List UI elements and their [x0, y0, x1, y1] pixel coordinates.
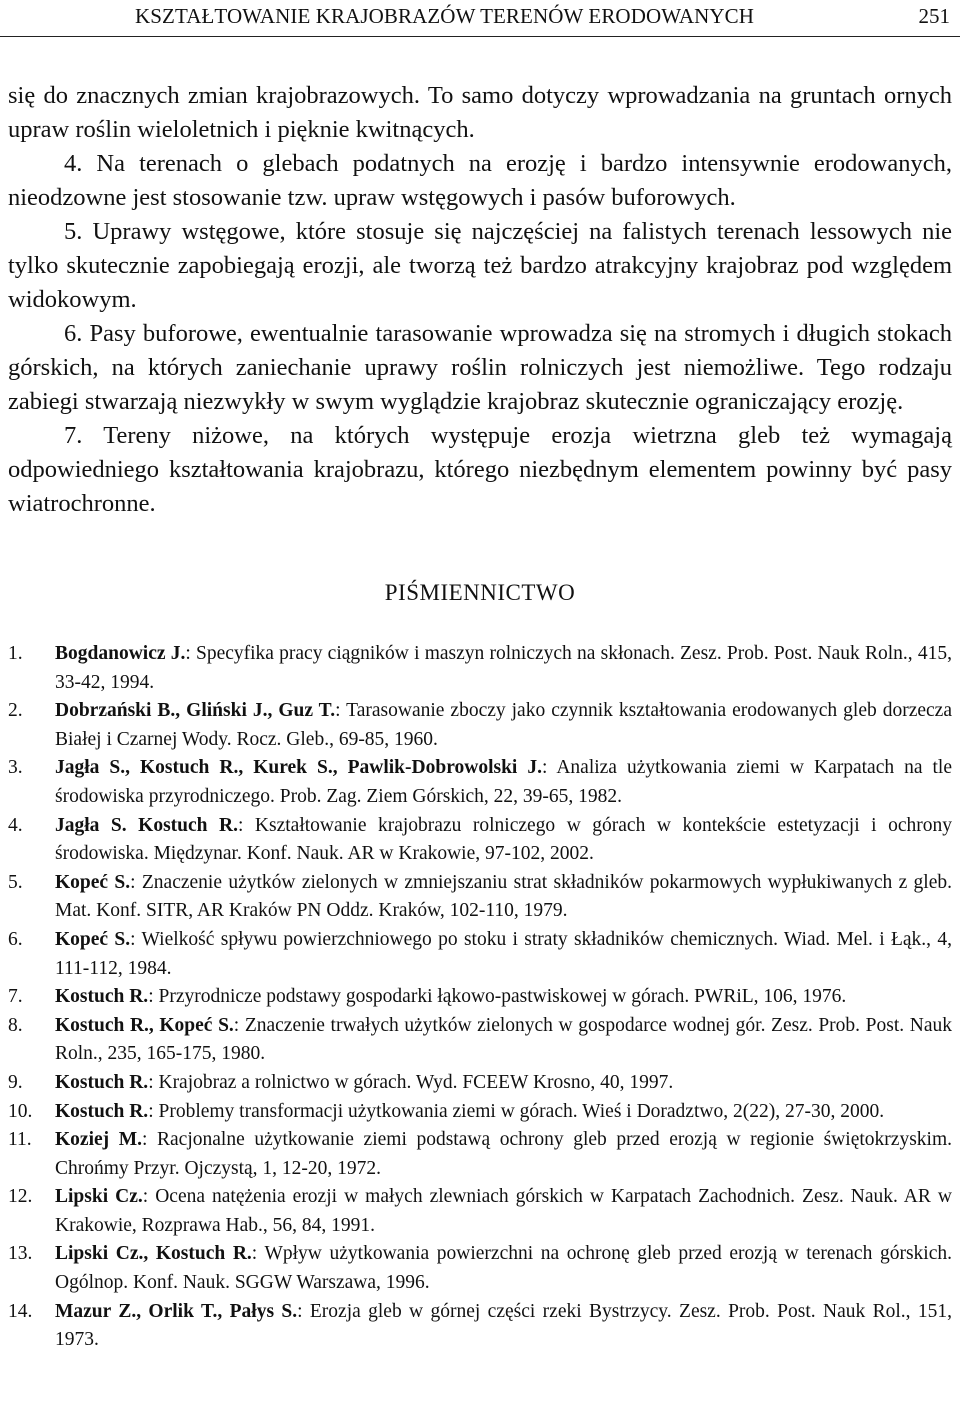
reference-item: [8, 1298, 952, 1355]
reference-text: [55, 754, 952, 811]
reference-item: [8, 983, 952, 1012]
reference-item: [8, 754, 952, 811]
reference-item: [8, 926, 952, 983]
reference-number: 10.: [8, 1100, 33, 1122]
reference-details: : Krajobraz a rolnictwo w górach. Wyd. FCEEW Krosno, 40, 1997.: [148, 1071, 674, 1093]
reference-authors: Jagła S., Kostuch R., Kurek S., Pawlik-Dobrowolski J.: [55, 757, 542, 779]
reference-details: : Kształtowanie krajobrazu rolniczego w górach w kontekście estetyzacji i ochrony środowiska. Międzynar. Konf. Nauk. AR w Krakowie, 97-102, 2002.: [55, 814, 952, 865]
reference-details: : Ocena natężenia erozji w małych zlewniach górskich w Karpatach Zachodnich. Zesz. Nauk. AR w Krakowie, Rozprawa Hab., 56, 84, 1991.: [55, 1186, 952, 1236]
reference-authors: Kopeć S.: [55, 871, 131, 893]
reference-number: 1.: [8, 643, 23, 664]
reference-item: [8, 1240, 952, 1297]
reference-details: : Analiza użytkowania ziemi w Karpatach na tle środowiska przyrodniczego. Prob. Zag. Ziem Górskich, 22, 39-65, 1982.: [55, 757, 952, 807]
reference-details: : Znaczenie użytków zielonych w zmniejszaniu strat składników pokarmowych wypłukiwanych z gleb. Mat. Konf. SITR, AR Kraków PN Oddz. Kraków, 102-110, 1979.: [55, 871, 953, 922]
reference-authors: Lipski Cz.: [55, 1186, 143, 1208]
reference-number: 12.: [8, 1186, 33, 1208]
reference-number: 2.: [8, 700, 23, 722]
reference-authors: Kostuch R.: [55, 1100, 149, 1122]
reference-number: 11.: [8, 1129, 32, 1151]
reference-text: [55, 869, 952, 926]
reference-number: 3.: [8, 757, 23, 779]
reference-text: [55, 1126, 952, 1183]
paragraph: 7. Tereny niżowe, na których występuje erozja wietrzna gleb też wymagają odpowiedniego kształtowania krajobrazu, którego niezbędnym elementem powinny być pasy wiatrochronne.: [8, 422, 952, 517]
reference-text: [55, 1012, 952, 1069]
reference-authors: Jagła S. Kostuch R.: [55, 814, 238, 836]
reference-authors: Dobrzański B., Gliński J., Guz T.: [55, 700, 336, 722]
reference-number: 13.: [8, 1243, 33, 1265]
reference-details: : Wpływ użytkowania powierzchni na ochronę gleb przed erozją w terenach górskich. Ogólnop. Konf. Nauk. SGGW Warszawa, 1996.: [55, 1243, 952, 1294]
reference-item: [8, 869, 952, 926]
reference-number: 9.: [8, 1071, 23, 1093]
running-header: [0, 0, 960, 37]
reference-authors: Koziej M.: [55, 1129, 143, 1151]
reference-number: 8.: [8, 1014, 23, 1036]
reference-number: 6.: [8, 928, 23, 950]
reference-details: : Znaczenie trwałych użytków zielonych w gospodarce wodnej gór. Zesz. Prob. Post. Nauk Roln., 235, 165-175, 1980.: [55, 1014, 952, 1065]
reference-details: : Specyfika pracy ciągników i maszyn rolniczych na skłonach. Zesz. Prob. Post. Nauk Roln., 415, 33-42, 1994.: [55, 643, 952, 693]
reference-number: 7.: [8, 986, 23, 1008]
reference-text: [55, 1183, 952, 1240]
reference-details: : Racjonalne użytkowanie ziemi podstawą ochrony gleb przed erozją w regionie świętokrzyskim. Chrońmy Przyr. Ojczystą, 1, 12-20, 1972.: [55, 1129, 952, 1179]
paragraph: 4. Na terenach o glebach podatnych na erozję i bardzo intensywnie erodowanych, nieodzowne jest stosowanie tzw. upraw wstęgowych i pasów buforowych.: [8, 150, 952, 211]
reference-item: [8, 640, 952, 697]
reference-text: [55, 1298, 952, 1355]
reference-text: [55, 812, 952, 869]
reference-item: [8, 1098, 952, 1127]
reference-details: : Problemy transformacji użytkowania ziemi w górach. Wieś i Doradztwo, 2(22), 27-30, 2000.: [148, 1100, 885, 1122]
reference-text: [55, 640, 952, 697]
reference-authors: Kostuch R.: [55, 986, 149, 1008]
reference-authors: Lipski Cz., Kostuch R.: [55, 1243, 252, 1265]
reference-text: [55, 926, 952, 983]
reference-details: : Tarasowanie zboczy jako czynnik kształtowania erodowanych gleb dorzecza Białej i Czarnej Wody. Rocz. Gleb., 69-85, 1960.: [55, 700, 952, 750]
reference-number: 4.: [8, 814, 23, 836]
reference-text: [55, 983, 952, 1012]
reference-details: : Przyrodnicze podstawy gospodarki łąkowo-pastwiskowej w górach. PWRiL, 106, 1976.: [148, 986, 847, 1008]
reference-item: [8, 1183, 952, 1240]
running-title: KSZTAŁTOWANIE KRAJOBRAZÓW TERENÓW ERODOWANYCH: [135, 4, 754, 28]
page-number: 251: [918, 4, 950, 28]
reference-number: 5.: [8, 871, 23, 893]
reference-text: [55, 697, 952, 754]
paragraph: się do znacznych zmian krajobrazowych. To samo dotyczy wprowadzania na gruntach ornych upraw roślin wieloletnich i pięknie kwitnących.: [8, 82, 952, 143]
paragraph: 5. Uprawy wstęgowe, które stosuje się najczęściej na falistych terenach lessowych nie tylko skutecznie zapobiegają erozji, ale tworzą też bardzo atrakcyjny krajobraz pod względem widokowym.: [8, 218, 952, 313]
reference-list: [8, 640, 952, 1355]
reference-item: [8, 1012, 952, 1069]
reference-number: 14.: [8, 1300, 33, 1322]
reference-authors: Kopeć S.: [55, 928, 131, 950]
reference-authors: Kostuch R., Kopeć S.: [55, 1014, 234, 1036]
body-text: [8, 79, 952, 521]
reference-text: [55, 1240, 952, 1297]
reference-item: [8, 1126, 952, 1183]
reference-authors: Bogdanowicz J.: [55, 643, 186, 664]
reference-text: [55, 1098, 952, 1127]
reference-authors: Kostuch R.: [55, 1071, 149, 1093]
reference-details: : Erozja gleb w górnej części rzeki Bystrzycy. Zesz. Prob. Post. Nauk Rol., 151, 1973.: [55, 1300, 952, 1351]
reference-details: : Wielkość spływu powierzchniowego po stoku i straty składników chemicznych. Wiad. Mel. i Łąk., 4, 111-112, 1984.: [55, 928, 953, 979]
reference-authors: Mazur Z., Orlik T., Pałys S.: [55, 1300, 298, 1322]
paragraph: 6. Pasy buforowe, ewentualnie tarasowanie wprowadza się na stromych i długich stokach górskich, na których zaniechanie uprawy roślin rolniczych jest niemożliwe. Tego rodzaju zabiegi stwarzają niezwykły w swym wyglądzie krajobraz skutecznie ograniczający erozję.: [8, 320, 952, 415]
bibliography-heading: PIŚMIENNICTWO: [384, 580, 576, 605]
reference-item: [8, 1069, 952, 1098]
reference-item: [8, 697, 952, 754]
reference-text: [55, 1069, 952, 1098]
reference-item: [8, 812, 952, 869]
